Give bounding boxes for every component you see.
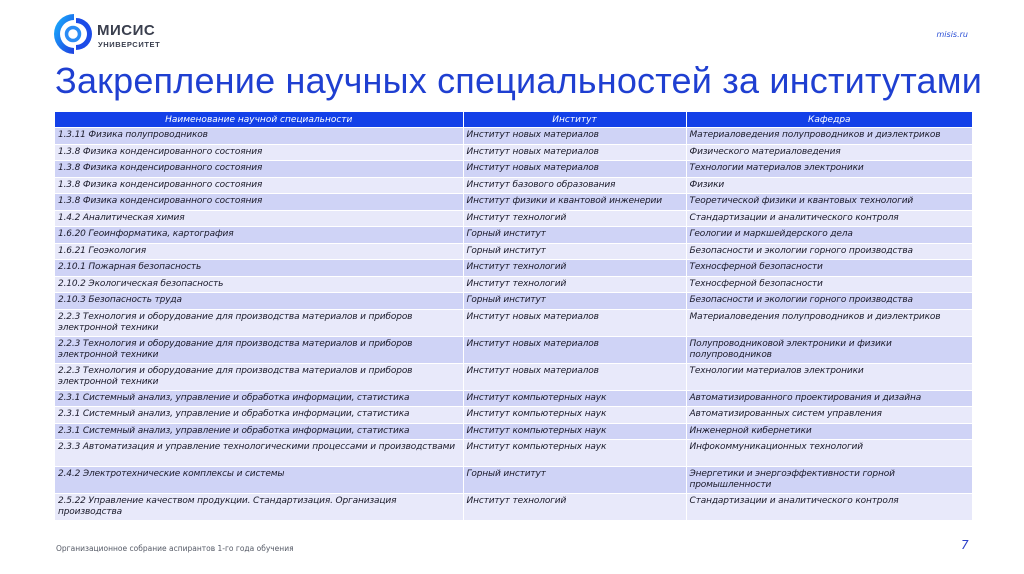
table-row	[55, 423, 972, 440]
cell-institute: Институт новых материалов	[463, 309, 686, 336]
cell-specialty: 1.6.20 Геоинформатика, картография	[55, 227, 463, 244]
cell-specialty: 2.3.1 Системный анализ, управление и обработка информации, статистика	[55, 407, 463, 424]
cell-specialty: 2.4.2 Электротехнические комплексы и системы	[55, 467, 463, 494]
table-row	[55, 194, 972, 211]
table-row	[55, 407, 972, 424]
cell-institute: Институт базового образования	[463, 177, 686, 194]
table-row	[55, 336, 972, 363]
cell-department: Материаловедения полупроводников и диэлектриков	[686, 309, 972, 336]
cell-institute: Институт технологий	[463, 260, 686, 277]
cell-specialty: 2.2.3 Технология и оборудование для производства материалов и приборов электронной техники	[55, 336, 463, 363]
cell-department: Физики	[686, 177, 972, 194]
column-header-institute: Институт	[463, 112, 686, 128]
logo-name: МИСИС	[97, 22, 156, 39]
cell-department: Энергетики и энергоэффективности горной промышленности	[686, 467, 972, 494]
cell-institute: Институт новых материалов	[463, 128, 686, 145]
cell-institute: Институт новых материалов	[463, 144, 686, 161]
cell-institute: Институт технологий	[463, 276, 686, 293]
table-row	[55, 144, 972, 161]
cell-institute: Институт новых материалов	[463, 363, 686, 390]
cell-department: Физического материаловедения	[686, 144, 972, 161]
cell-specialty: 1.4.2 Аналитическая химия	[55, 210, 463, 227]
cell-department: Технологии материалов электроники	[686, 363, 972, 390]
column-header-specialty: Наименование научной специальности	[55, 112, 463, 128]
cell-specialty: 1.3.8 Физика конденсированного состояния	[55, 194, 463, 211]
cell-specialty: 1.3.8 Физика конденсированного состояния	[55, 177, 463, 194]
cell-institute: Горный институт	[463, 243, 686, 260]
cell-institute: Горный институт	[463, 293, 686, 310]
cell-institute: Горный институт	[463, 227, 686, 244]
specialties-table	[55, 112, 972, 521]
cell-department: Инфокоммуникационных технологий	[686, 440, 972, 467]
logo-subtitle: УНИВЕРСИТЕТ	[98, 40, 161, 49]
cell-institute: Институт компьютерных наук	[463, 390, 686, 407]
cell-specialty: 2.10.3 Безопасность труда	[55, 293, 463, 310]
page-number: 7	[961, 538, 969, 552]
table-row	[55, 363, 972, 390]
cell-department: Полупроводниковой электроники и физики полупроводников	[686, 336, 972, 363]
cell-institute: Институт технологий	[463, 494, 686, 521]
site-link[interactable]: misis.ru	[936, 30, 968, 39]
cell-department: Безопасности и экологии горного производства	[686, 293, 972, 310]
table-row	[55, 309, 972, 336]
table-row	[55, 440, 972, 467]
cell-department: Теоретической физики и квантовых технологий	[686, 194, 972, 211]
cell-department: Автоматизированного проектирования и дизайна	[686, 390, 972, 407]
page-title: Закрепление научных специальностей за институтами	[55, 60, 983, 101]
footer-text: Организационное собрание аспирантов 1-го года обучения	[56, 544, 294, 553]
cell-institute: Горный институт	[463, 467, 686, 494]
cell-specialty: 2.2.3 Технология и оборудование для производства материалов и приборов электронной техники	[55, 309, 463, 336]
cell-specialty: 1.3.11 Физика полупроводников	[55, 128, 463, 145]
cell-specialty: 2.3.1 Системный анализ, управление и обработка информации, статистика	[55, 390, 463, 407]
table-row	[55, 210, 972, 227]
cell-department: Материаловедения полупроводников и диэлектриков	[686, 128, 972, 145]
table-row	[55, 260, 972, 277]
misis-logo-icon	[52, 12, 92, 56]
cell-specialty: 2.2.3 Технология и оборудование для производства материалов и приборов электронной техники	[55, 363, 463, 390]
table-row	[55, 227, 972, 244]
cell-department: Техносферной безопасности	[686, 260, 972, 277]
cell-specialty: 2.5.22 Управление качеством продукции. Стандартизация. Организация производства	[55, 494, 463, 521]
cell-department: Инженерной кибернетики	[686, 423, 972, 440]
cell-specialty: 1.6.21 Геоэкология	[55, 243, 463, 260]
cell-institute: Институт новых материалов	[463, 336, 686, 363]
cell-specialty: 1.3.8 Физика конденсированного состояния	[55, 144, 463, 161]
cell-institute: Институт физики и квантовой инженерии	[463, 194, 686, 211]
table-row	[55, 177, 972, 194]
cell-specialty: 2.10.2 Экологическая безопасность	[55, 276, 463, 293]
cell-department: Стандартизации и аналитического контроля	[686, 210, 972, 227]
cell-department: Технологии материалов электроники	[686, 161, 972, 178]
table-row	[55, 293, 972, 310]
cell-department: Геологии и маркшейдерского дела	[686, 227, 972, 244]
cell-institute: Институт новых материалов	[463, 161, 686, 178]
column-header-department: Кафедра	[686, 112, 972, 128]
cell-institute: Институт компьютерных наук	[463, 423, 686, 440]
table-row	[55, 161, 972, 178]
table-row	[55, 128, 972, 145]
table-row	[55, 390, 972, 407]
table-header-row	[55, 112, 972, 128]
cell-institute: Институт компьютерных наук	[463, 440, 686, 467]
table-row	[55, 276, 972, 293]
table-row	[55, 494, 972, 521]
cell-department: Автоматизированных систем управления	[686, 407, 972, 424]
cell-specialty: 2.10.1 Пожарная безопасность	[55, 260, 463, 277]
cell-department: Безопасности и экологии горного производства	[686, 243, 972, 260]
cell-institute: Институт технологий	[463, 210, 686, 227]
cell-specialty: 2.3.1 Системный анализ, управление и обработка информации, статистика	[55, 423, 463, 440]
table-row	[55, 243, 972, 260]
university-logo	[52, 12, 232, 58]
cell-specialty: 1.3.8 Физика конденсированного состояния	[55, 161, 463, 178]
cell-institute: Институт компьютерных наук	[463, 407, 686, 424]
table-row	[55, 467, 972, 494]
cell-department: Техносферной безопасности	[686, 276, 972, 293]
cell-specialty: 2.3.3 Автоматизация и управление технологическими процессами и производствами	[55, 440, 463, 467]
cell-department: Стандартизации и аналитического контроля	[686, 494, 972, 521]
